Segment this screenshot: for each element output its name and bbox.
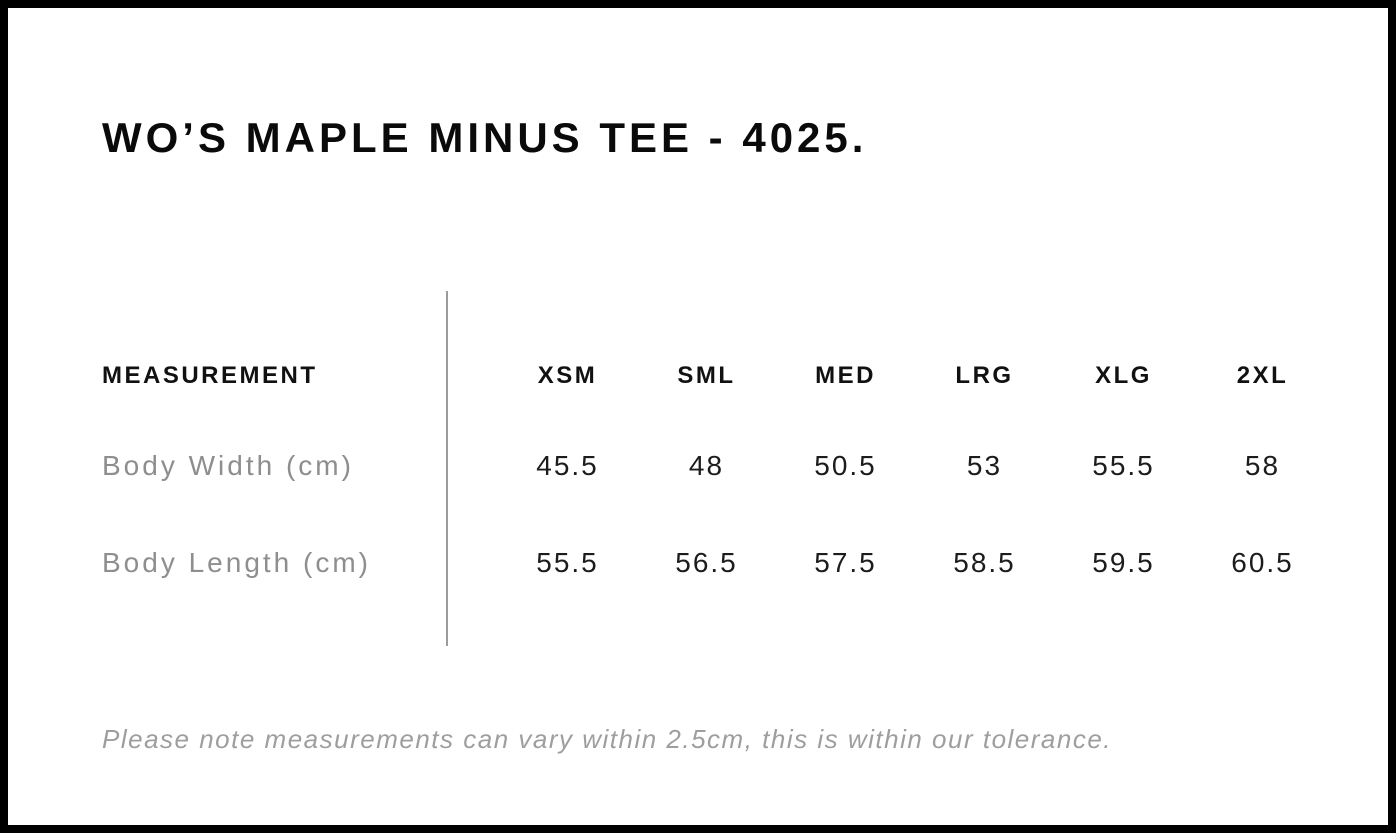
body-width-med: 50.5 — [814, 450, 877, 481]
body-width-2xl: 58 — [1244, 450, 1281, 481]
body-width-xlg: 55.5 — [1092, 450, 1155, 481]
table-row-body-width — [102, 443, 1333, 489]
row-label-body-length: Body Length (cm) — [102, 547, 371, 578]
body-width-sml: 48 — [688, 450, 725, 481]
body-width-lrg: 53 — [966, 450, 1003, 481]
body-length-2xl: 60.5 — [1231, 547, 1294, 578]
column-header-xlg: XLG — [1095, 362, 1152, 389]
column-header-measurement: MEASUREMENT — [102, 362, 318, 389]
body-length-med: 57.5 — [814, 547, 877, 578]
table-header-row — [102, 353, 1333, 399]
column-header-2xl: 2XL — [1236, 362, 1289, 389]
body-width-xsm: 45.5 — [536, 450, 599, 481]
body-length-sml: 56.5 — [675, 547, 738, 578]
column-header-med: MED — [815, 362, 876, 389]
body-length-xsm: 55.5 — [536, 547, 599, 578]
tolerance-note: Please note measurements can vary within 2.5cm, this is within our tolerance. — [102, 724, 1113, 754]
table-row-body-length — [102, 540, 1333, 586]
body-length-xlg: 59.5 — [1092, 547, 1155, 578]
row-label-body-width: Body Width (cm) — [102, 450, 354, 481]
page-title: WO’S MAPLE MINUS TEE - 4025. — [102, 114, 868, 161]
column-header-xsm: XSM — [537, 362, 598, 389]
column-header-sml: SML — [677, 362, 736, 389]
column-header-lrg: LRG — [955, 362, 1014, 389]
body-length-lrg: 58.5 — [953, 547, 1016, 578]
